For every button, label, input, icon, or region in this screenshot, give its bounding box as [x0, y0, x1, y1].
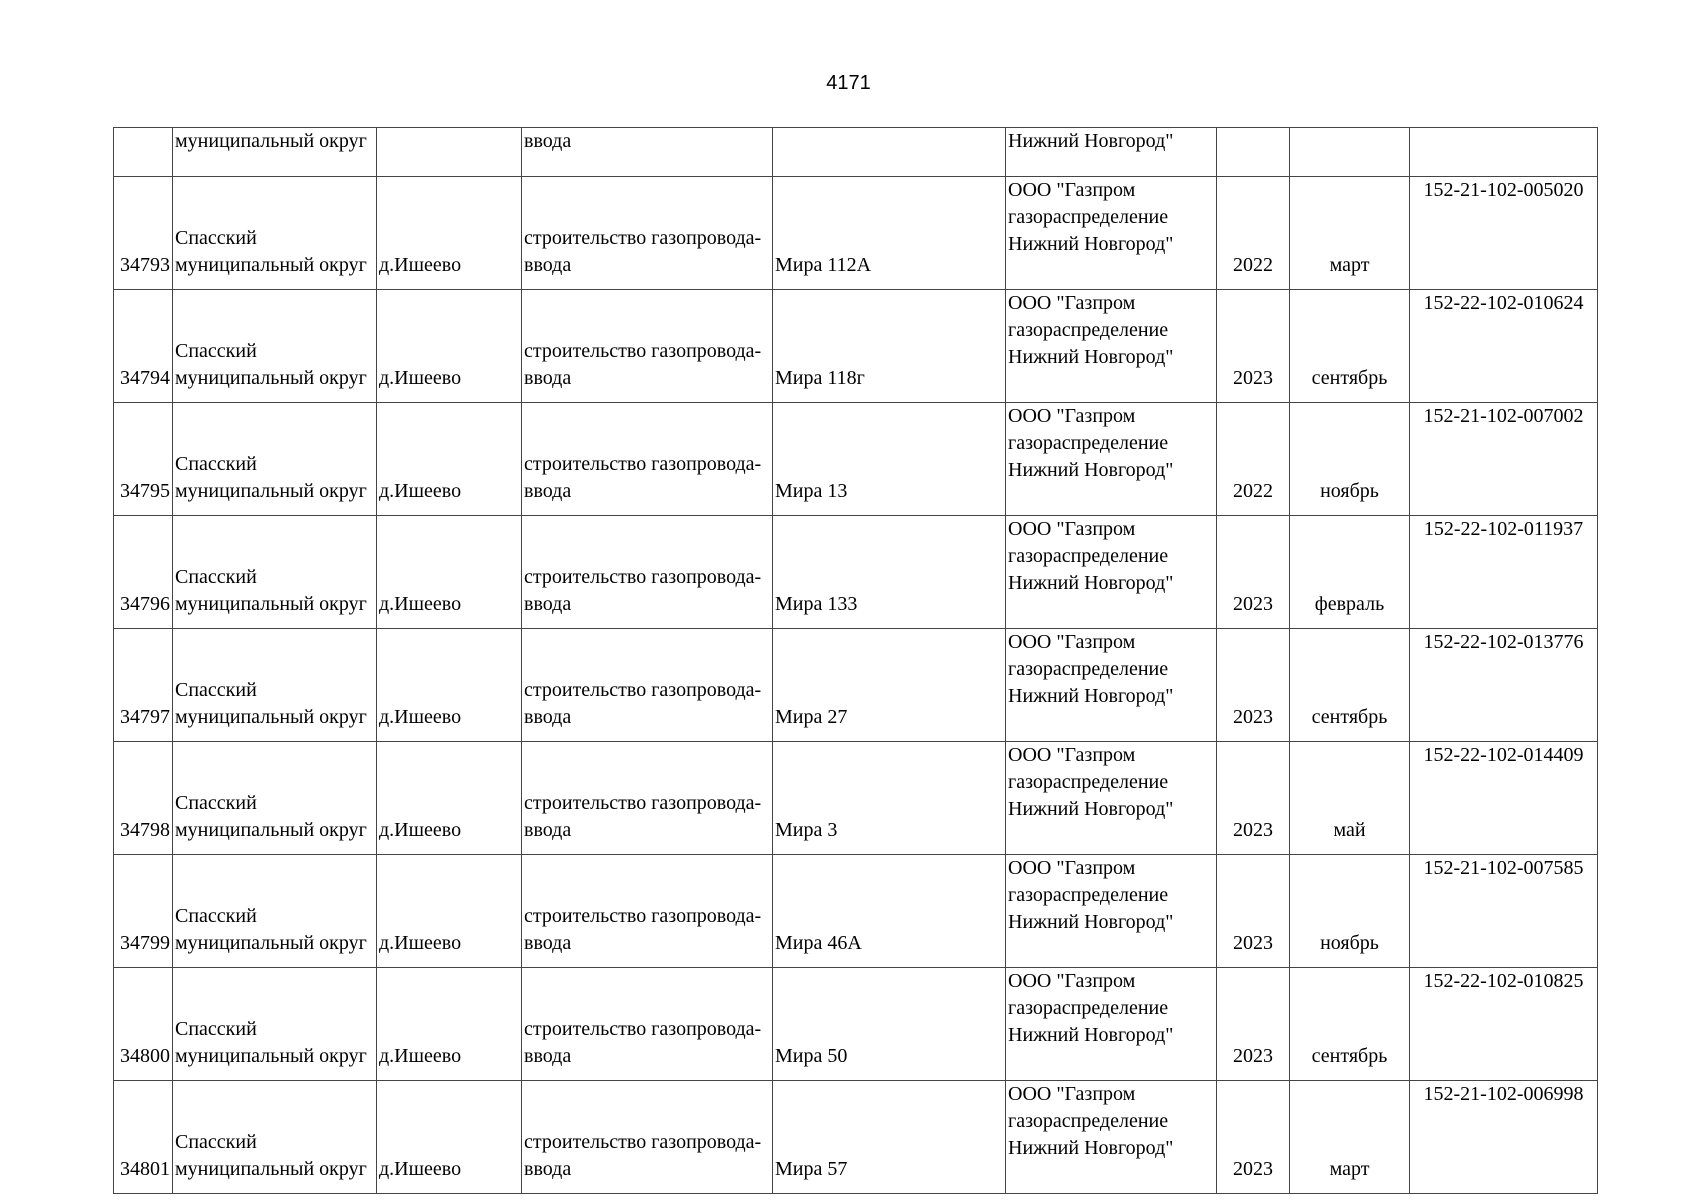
cell-num: 34796: [114, 516, 173, 629]
cell-month: сентябрь: [1290, 968, 1410, 1081]
cell-org: [1006, 742, 1217, 855]
org-line: ООО "Газпром: [1008, 970, 1136, 992]
table-row: [114, 629, 1598, 742]
cell-num: 34793: [114, 177, 173, 290]
work-line: строительство газопровода-: [524, 1131, 762, 1153]
org-line: Нижний Новгород": [1008, 911, 1174, 933]
cell-district: [173, 290, 377, 403]
org-line: ООО "Газпром: [1008, 518, 1136, 540]
work-line: ввода: [524, 593, 572, 615]
cell-year: 2023: [1217, 629, 1290, 742]
cell-num: [114, 128, 173, 177]
org-line: Нижний Новгород": [1008, 685, 1174, 707]
cell-village: д.Ишеево: [377, 516, 522, 629]
table-row: [114, 742, 1598, 855]
cell-work: [522, 855, 773, 968]
district-line: Спасский: [175, 227, 257, 249]
org-line: газораспределение: [1008, 319, 1169, 341]
cell-month: май: [1290, 742, 1410, 855]
district-line: Спасский: [175, 679, 257, 701]
work-line: строительство газопровода-: [524, 453, 762, 475]
cell-work: [522, 1081, 773, 1194]
cell-org: [1006, 629, 1217, 742]
cell-district: муниципальный округ: [173, 128, 377, 177]
cell-district: [173, 516, 377, 629]
work-line: ввода: [524, 367, 572, 389]
district-line: муниципальный округ: [175, 706, 367, 728]
cell-org: Нижний Новгород": [1006, 128, 1217, 177]
cell-village: д.Ишеево: [377, 1081, 522, 1194]
org-line: ООО "Газпром: [1008, 292, 1136, 314]
work-line: ввода: [524, 706, 572, 728]
cell-org: [1006, 290, 1217, 403]
cell-year: 2022: [1217, 403, 1290, 516]
work-line: строительство газопровода-: [524, 340, 762, 362]
org-line: ООО "Газпром: [1008, 631, 1136, 653]
org-line: Нижний Новгород": [1008, 798, 1174, 820]
work-line: ввода: [524, 1158, 572, 1180]
work-line: ввода: [524, 480, 572, 502]
cell-work: ввода: [522, 128, 773, 177]
org-line: Нижний Новгород": [1008, 346, 1174, 368]
cell-month: март: [1290, 177, 1410, 290]
org-line: газораспределение: [1008, 997, 1169, 1019]
cell-village: д.Ишеево: [377, 629, 522, 742]
cell-org: [1006, 516, 1217, 629]
district-line: муниципальный округ: [175, 1158, 367, 1180]
cell-code: 152-22-102-010624: [1410, 290, 1598, 403]
district-line: муниципальный округ: [175, 254, 367, 276]
cell-code: 152-22-102-013776: [1410, 629, 1598, 742]
cell-num: 34800: [114, 968, 173, 1081]
cell-code: 152-21-102-007585: [1410, 855, 1598, 968]
cell-month: февраль: [1290, 516, 1410, 629]
work-line: строительство газопровода-: [524, 905, 762, 927]
cell-district: [173, 1081, 377, 1194]
org-line: Нижний Новгород": [1008, 1024, 1174, 1046]
cell-org: [1006, 177, 1217, 290]
cell-work: [522, 968, 773, 1081]
org-line: газораспределение: [1008, 658, 1169, 680]
cell-village: д.Ишеево: [377, 290, 522, 403]
district-line: Спасский: [175, 1131, 257, 1153]
org-line: газораспределение: [1008, 545, 1169, 567]
cell-address: Мира 133: [773, 516, 1006, 629]
cell-address: Мира 46А: [773, 855, 1006, 968]
cell-work: [522, 403, 773, 516]
org-line: газораспределение: [1008, 884, 1169, 906]
table-row: [114, 516, 1598, 629]
cell-address: Мира 112А: [773, 177, 1006, 290]
table-row: [114, 1081, 1598, 1194]
work-line: ввода: [524, 254, 572, 276]
cell-work: [522, 177, 773, 290]
org-line: ООО "Газпром: [1008, 857, 1136, 879]
cell-year: 2023: [1217, 742, 1290, 855]
org-line: газораспределение: [1008, 432, 1169, 454]
cell-village: д.Ишеево: [377, 855, 522, 968]
cell-work: [522, 290, 773, 403]
org-line: газораспределение: [1008, 206, 1169, 228]
cell-month: ноябрь: [1290, 855, 1410, 968]
cell-month: ноябрь: [1290, 403, 1410, 516]
cell-district: [173, 968, 377, 1081]
org-line: Нижний Новгород": [1008, 233, 1174, 255]
work-line: строительство газопровода-: [524, 227, 762, 249]
cell-code: 152-22-102-011937: [1410, 516, 1598, 629]
cell-year: [1217, 128, 1290, 177]
table-row: [114, 177, 1598, 290]
cell-address: Мира 27: [773, 629, 1006, 742]
gas-connection-table: [113, 127, 1598, 1194]
cell-year: 2023: [1217, 290, 1290, 403]
cell-code: 152-21-102-005020: [1410, 177, 1598, 290]
cell-num: 34795: [114, 403, 173, 516]
cell-village: д.Ишеево: [377, 968, 522, 1081]
district-line: муниципальный округ: [175, 1045, 367, 1067]
cell-work: [522, 516, 773, 629]
cell-num: 34799: [114, 855, 173, 968]
cell-year: 2023: [1217, 968, 1290, 1081]
cell-district: [173, 403, 377, 516]
cell-code: 152-21-102-006998: [1410, 1081, 1598, 1194]
district-line: муниципальный округ: [175, 819, 367, 841]
cell-year: 2022: [1217, 177, 1290, 290]
cell-address: Мира 50: [773, 968, 1006, 1081]
district-line: муниципальный округ: [175, 367, 367, 389]
cell-village: [377, 128, 522, 177]
cell-month: март: [1290, 1081, 1410, 1194]
cell-district: [173, 855, 377, 968]
cell-work: [522, 629, 773, 742]
table-row-continued: [114, 128, 1598, 177]
district-line: Спасский: [175, 453, 257, 475]
cell-district: [173, 177, 377, 290]
work-line: ввода: [524, 819, 572, 841]
cell-code: [1410, 128, 1598, 177]
cell-year: 2023: [1217, 516, 1290, 629]
cell-year: 2023: [1217, 855, 1290, 968]
table-row: [114, 968, 1598, 1081]
table-row: [114, 403, 1598, 516]
work-line: строительство газопровода-: [524, 679, 762, 701]
cell-year: 2023: [1217, 1081, 1290, 1194]
cell-num: 34798: [114, 742, 173, 855]
cell-code: 152-22-102-014409: [1410, 742, 1598, 855]
cell-num: 34801: [114, 1081, 173, 1194]
table-row: [114, 290, 1598, 403]
cell-address: [773, 128, 1006, 177]
cell-address: Мира 3: [773, 742, 1006, 855]
org-line: Нижний Новгород": [1008, 1137, 1174, 1159]
org-line: Нижний Новгород": [1008, 572, 1174, 594]
work-line: строительство газопровода-: [524, 792, 762, 814]
cell-address: Мира 13: [773, 403, 1006, 516]
cell-code: 152-21-102-007002: [1410, 403, 1598, 516]
cell-village: д.Ишеево: [377, 742, 522, 855]
cell-month: сентябрь: [1290, 629, 1410, 742]
district-line: Спасский: [175, 905, 257, 927]
cell-code: 152-22-102-010825: [1410, 968, 1598, 1081]
work-line: строительство газопровода-: [524, 1018, 762, 1040]
org-line: газораспределение: [1008, 771, 1169, 793]
cell-address: Мира 57: [773, 1081, 1006, 1194]
district-line: Спасский: [175, 566, 257, 588]
org-line: ООО "Газпром: [1008, 405, 1136, 427]
cell-org: [1006, 1081, 1217, 1194]
org-line: ООО "Газпром: [1008, 179, 1136, 201]
district-line: Спасский: [175, 1018, 257, 1040]
cell-org: [1006, 968, 1217, 1081]
cell-district: [173, 742, 377, 855]
org-line: Нижний Новгород": [1008, 459, 1174, 481]
cell-village: д.Ишеево: [377, 177, 522, 290]
work-line: ввода: [524, 1045, 572, 1067]
table-row: [114, 855, 1598, 968]
district-line: Спасский: [175, 340, 257, 362]
district-line: Спасский: [175, 792, 257, 814]
cell-district: [173, 629, 377, 742]
cell-month: сентябрь: [1290, 290, 1410, 403]
district-line: муниципальный округ: [175, 480, 367, 502]
org-line: газораспределение: [1008, 1110, 1169, 1132]
org-line: ООО "Газпром: [1008, 744, 1136, 766]
cell-org: [1006, 403, 1217, 516]
cell-work: [522, 742, 773, 855]
work-line: строительство газопровода-: [524, 566, 762, 588]
cell-address: Мира 118г: [773, 290, 1006, 403]
work-line: ввода: [524, 932, 572, 954]
district-line: муниципальный округ: [175, 593, 367, 615]
cell-org: [1006, 855, 1217, 968]
cell-month: [1290, 128, 1410, 177]
cell-num: 34794: [114, 290, 173, 403]
org-line: ООО "Газпром: [1008, 1083, 1136, 1105]
cell-village: д.Ишеево: [377, 403, 522, 516]
cell-num: 34797: [114, 629, 173, 742]
district-line: муниципальный округ: [175, 932, 367, 954]
page-number: 4171: [826, 72, 871, 94]
